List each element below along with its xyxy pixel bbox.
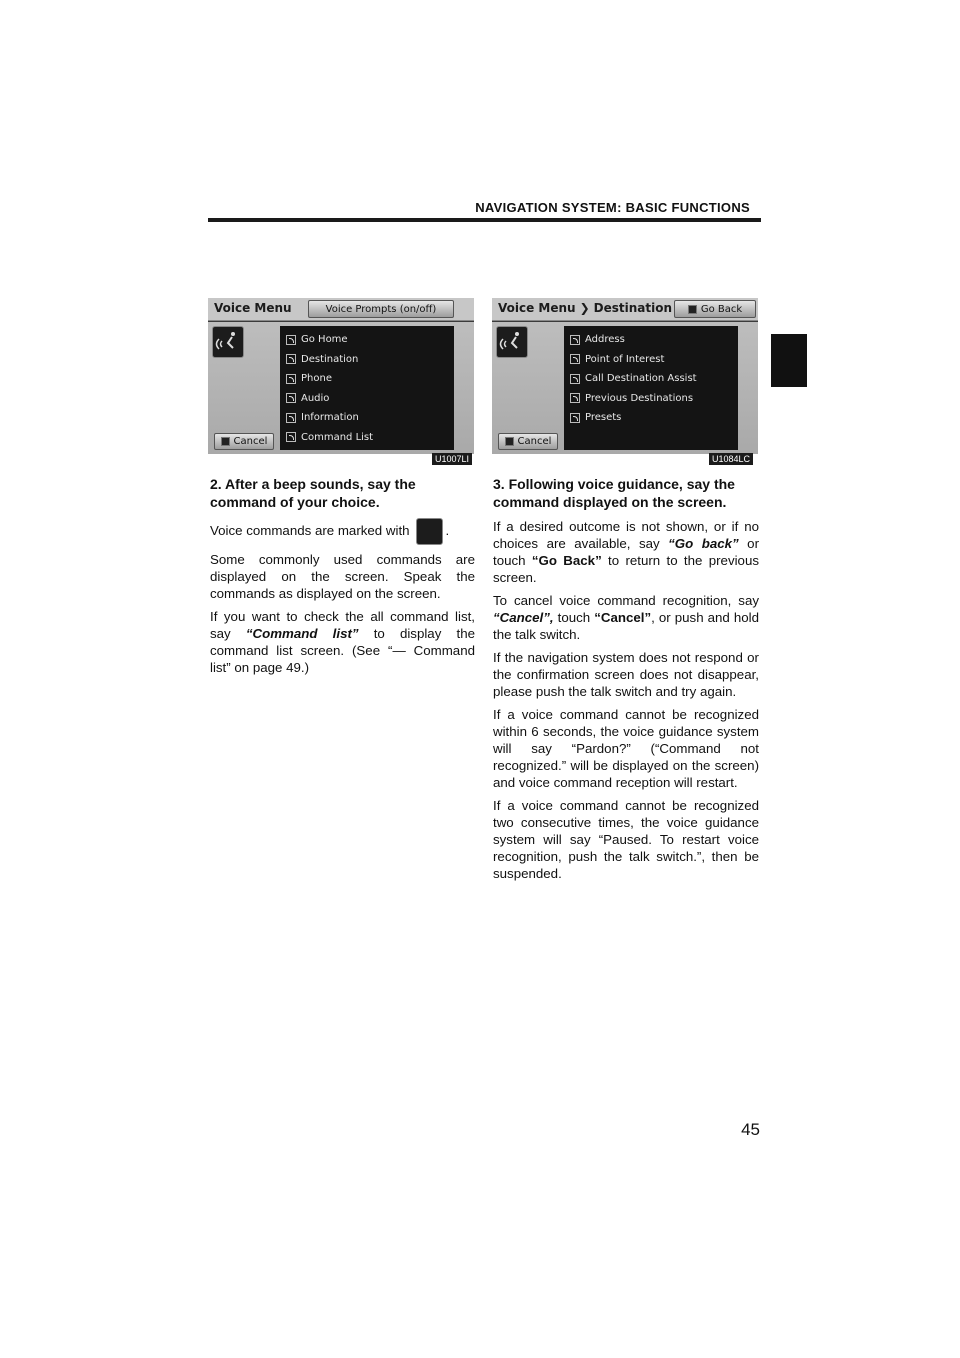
paragraph: If the navigation system does not respond or the confirmation screen does not disappear, please push the talk switch and try again. <box>493 650 759 699</box>
voice-command-icon <box>286 413 296 423</box>
paragraph: If a desired outcome is not shown, or if no choices are available, say “Go back” or touch “Go Back” to return to the previous screen. <box>493 519 759 585</box>
step-heading: 3. Following voice guidance, say the command displayed on the screen. <box>493 476 735 510</box>
voice-command-icon <box>570 413 580 423</box>
talk-voice-icon <box>416 518 443 545</box>
spoken-command: “Cancel”, <box>493 610 554 625</box>
destination-menu-screen <box>492 298 758 454</box>
header-rule <box>208 218 761 222</box>
voice-prompts-button-label: Voice Prompts (on/off) <box>325 303 437 315</box>
command-item[interactable]: Command List <box>280 428 454 448</box>
voice-command-icon <box>570 335 580 345</box>
figure-code: U1084LC <box>709 453 753 465</box>
screen-header <box>208 298 474 321</box>
voice-command-icon <box>286 393 296 403</box>
right-text-column <box>493 475 759 888</box>
command-item[interactable]: Point of Interest <box>564 350 738 370</box>
voice-command-icon <box>286 354 296 364</box>
screen-header <box>492 298 758 321</box>
command-item[interactable]: Destination <box>280 350 454 370</box>
command-list-panel <box>564 326 738 450</box>
command-item[interactable]: Call Destination Assist <box>564 369 738 389</box>
voice-command-icon <box>286 432 296 442</box>
command-item[interactable]: Go Home <box>280 330 454 350</box>
touch-button-ref: “Go Back” <box>531 553 602 568</box>
go-back-button[interactable]: Go Back <box>674 300 756 318</box>
touch-button-ref: “Cancel” <box>594 610 652 625</box>
voice-prompts-button[interactable] <box>308 300 454 318</box>
command-item[interactable]: Audio <box>280 389 454 409</box>
screen-body <box>208 322 474 454</box>
command-item[interactable]: Address <box>564 330 738 350</box>
talk-voice-icon <box>212 326 244 358</box>
section-title: NAVIGATION SYSTEM: BASIC FUNCTIONS <box>475 200 750 215</box>
paragraph: Voice commands are marked with . <box>210 518 475 545</box>
figure-code: U1007LI <box>432 453 472 465</box>
paragraph: If a voice command cannot be recognized within 6 seconds, the voice guidance system will say “Pardon?” (“Command not recognized.” will be displayed on the screen) and voice command reception will restart. <box>493 707 759 790</box>
thumb-index-tab <box>771 334 807 387</box>
command-item[interactable]: Presets <box>564 408 738 428</box>
voice-command-icon <box>505 437 514 446</box>
paragraph: If a voice command cannot be recognized two consecutive times, the voice guidance system will say “Paused. To restart voice recognition, push the talk switch.”, then be suspended. <box>493 798 759 881</box>
chevron-right-icon: ❯ <box>579 301 590 315</box>
screen-title: Voice Menu <box>214 301 292 315</box>
voice-command-icon <box>688 305 697 314</box>
paragraph: Some commonly used commands are displayed on the screen. Speak the commands as displayed on the screen. <box>210 552 475 601</box>
left-text-column <box>210 475 475 682</box>
paragraph: If you want to check the all command list, say “Command list” to display the command list screen. (See “— Command list” on page 49.) <box>210 609 475 675</box>
command-item[interactable]: Information <box>280 408 454 428</box>
screen-body <box>492 322 758 454</box>
command-list-panel <box>280 326 454 450</box>
spoken-command: “Go back” <box>668 536 739 551</box>
page-number: 45 <box>741 1120 760 1139</box>
talk-voice-icon <box>496 326 528 358</box>
paragraph: To cancel voice command recognition, say “Cancel”, touch “Cancel”, or push and hold the talk switch. <box>493 593 759 642</box>
voice-menu-screen <box>208 298 474 454</box>
voice-command-icon <box>570 374 580 384</box>
cancel-button[interactable]: Cancel <box>498 433 558 450</box>
voice-command-icon <box>570 393 580 403</box>
step-heading: 2. After a beep sounds, say the command of your choice. <box>210 476 416 510</box>
command-item[interactable]: Previous Destinations <box>564 389 738 409</box>
screen-title: Voice Menu ❯ Destination <box>498 301 673 315</box>
voice-command-icon <box>286 335 296 345</box>
voice-command-icon <box>221 437 230 446</box>
spoken-command: “Command list” <box>245 626 359 641</box>
cancel-button[interactable]: Cancel <box>214 433 274 450</box>
voice-command-icon <box>286 374 296 384</box>
command-item[interactable]: Phone <box>280 369 454 389</box>
voice-command-icon <box>570 354 580 364</box>
